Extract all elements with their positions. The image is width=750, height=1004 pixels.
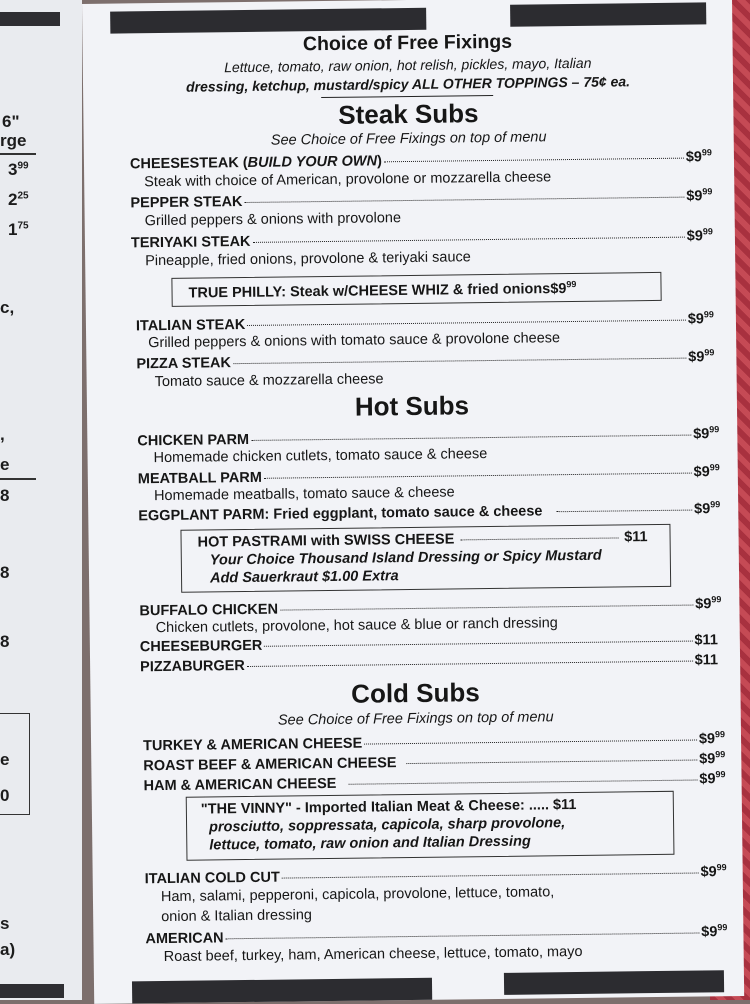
top-bar-right [510,2,706,26]
item-name: AMERICAN [145,930,224,948]
item-price: $\$9^{99}$ [688,347,715,366]
left-text-fragment: e [0,455,10,474]
top-bar-left [110,8,426,34]
dot-leader [247,661,693,667]
item-price: $\$9^{99}$ [698,729,726,748]
left-text-fragment: , [0,425,5,444]
item-price: $\$9^{99}$ [699,749,726,768]
item-name: PEPPER STEAK [130,193,243,212]
menu-item-italian-cold-cut [145,862,727,887]
dot-leader [282,872,699,878]
item-price: $\$9^{99}$ [701,922,728,941]
item-name: CHEESESTEAK (BUILD YOUR OWN) [129,153,382,173]
item-description: Homemade chicken cutlets, tomato sauce & cheese [153,446,488,467]
item-price: $\$9^{99}$ [699,769,726,788]
the-vinny-meats: prosciutto, soppressata, capicola, sharp provolone, [208,815,566,836]
left-menu-page [0,0,82,1000]
item-price: $11 [694,652,719,669]
item-description: Chicken cutlets, provolone, hot sauce & blue or ranch dressing [155,615,558,637]
left-rule [0,478,36,480]
item-description: Homemade meatballs, tomato sauce & cheese [153,484,455,505]
left-price: $2^{25}$ [8,190,29,209]
item-name: ITALIAN COLD CUT [144,869,280,888]
dot-leader [252,236,684,242]
item-name: CHICKEN PARM [137,431,250,450]
item-name: TERIYAKI STEAK [130,233,251,252]
item-name: BUFFALO CHICKEN [139,601,279,620]
menu-item-meatball-parm [138,462,720,487]
item-description: onion & Italian dressing [161,907,313,926]
fixings-title: Choice of Free Fixings [302,30,513,56]
item-price: $\$9^{99}$ [693,462,720,481]
the-vinny-box [186,791,675,861]
item-name: TURKEY & AMERICAN CHEESE [142,735,363,755]
item-name: CHEESEBURGER [139,637,263,656]
item-name: ROAST BEEF & AMERICAN CHEESE [143,755,397,775]
true-philly-line: TRUE PHILLY: Steak w/CHEESE WHIZ & fried $onions\$9^{99}$ [188,278,577,302]
left-price: 8 [0,632,10,651]
dot-leader [247,319,686,325]
dot-leader [244,196,684,202]
left-page-bar-bottom [0,984,64,998]
menu-item-american [145,922,727,947]
item-name: PIZZA STEAK [136,355,232,373]
menu-item-cheeseburger [140,632,718,655]
menu-item-cheesesteak [130,147,712,172]
steak-subs-title: Steak Subs [338,98,479,130]
the-vinny-line: "THE VINNY" - Imported Italian Meat & Cheese: ..... $11 [200,796,577,818]
left-size-label: rge [0,131,27,150]
item-name: PIZZABURGER [140,658,245,676]
item-name: MEATBALL PARM [137,469,262,488]
bottom-bar-right [504,970,724,995]
dot-leader [233,357,686,364]
dot-leader [348,779,697,784]
dot-leader [384,157,684,162]
left-price: $3^{99}$ [8,160,29,179]
left-page-bar-top [0,12,60,26]
dot-leader [251,434,691,440]
hot-subs-title: Hot Subs [354,390,470,422]
dot-leader [264,641,692,647]
menu-item-pepper-steak [130,186,712,211]
menu-item-pizzaburger [140,652,718,675]
the-vinny-toppings: lettuce, tomato, raw onion and Italian Dressing [209,833,531,854]
item-price: $\$9^{99}$ [686,226,713,245]
dot-leader [280,604,693,610]
menu-page [82,0,744,1004]
menu-item-italian-steak [136,309,714,334]
item-name: ITALIAN STEAK [135,316,246,335]
left-text-fragment: e [0,750,10,769]
item-price: $\$9^{99}$ [693,424,720,443]
item-price: $\$9^{99}$ [693,499,721,518]
hot-pastrami-sauerkraut: Add Sauerkraut $1.00 Extra [209,568,399,587]
item-name: EGGPLANT PARM: Fried eggplant, tomato sauce & cheese [138,503,543,525]
fixings-line-1: Lettuce, tomato, raw onion, hot relish, pickles, mayo, Italian [224,54,592,76]
hot-pastrami-line: HOT PASTRAMI with SWISS CHEESE $11 [197,529,648,551]
item-description: Grilled peppers & onions with tomato sauce & provolone cheese [148,330,561,352]
left-price: 8 [0,563,10,582]
item-price: $\$9^{99}$ [687,309,714,328]
left-price: $1^{75}$ [8,220,29,239]
dot-leader [264,472,692,478]
item-description: Tomato sauce & mozzarella cheese [154,371,384,391]
item-description: Roast beef, turkey, ham, American cheese, lettuce, tomato, mayo [163,943,583,966]
left-text-fragment: a) [0,940,16,959]
left-price: 8 [0,486,10,505]
item-price: $\$9^{99}$ [686,186,713,205]
dot-leader [364,739,697,744]
item-price: $\$9^{99}$ [685,147,712,166]
menu-item-buffalo-chicken [139,594,721,619]
left-price: 0 [0,786,10,805]
item-description: Steak with choice of American, provolone or mozzarella cheese [144,169,552,191]
dot-leader [226,932,700,939]
left-text-fragment: c, [0,298,15,317]
item-price: $\$9^{99}$ [695,594,722,613]
cold-subs-title: Cold Subs [351,677,480,709]
item-description: Ham, salami, pepperoni, capicola, provolone, lettuce, tomato, [160,884,555,906]
menu-item-chicken-parm [137,424,719,449]
left-size-label: 6" [2,112,20,131]
hot-pastrami-box [180,524,671,593]
left-rule [0,153,36,155]
cold-subs-note: See Choice of Free Fixings on top of menu [277,709,554,729]
true-philly-box [171,272,661,307]
dot-leader [556,509,692,512]
item-description: Grilled peppers & onions with provolone [144,210,402,230]
left-text-fragment: s [0,914,10,933]
fixings-line-2: dressing, ketchup, mustard/spicy ALL OTHER TOPPINGS – 75¢ ea. [185,73,631,95]
hot-pastrami-dressing: Your Choice Thousand Island Dressing or Spicy Mustard [209,547,602,569]
menu-item-pizza-steak [136,347,714,372]
item-price: $\$9^{99}$ [700,862,727,881]
item-name: HAM & AMERICAN CHEESE [143,775,337,795]
item-price: $11 [694,632,718,649]
item-description: Pineapple, fried onions, provolone & teriyaki sauce [145,249,471,270]
menu-item-teriyaki-steak [131,226,713,251]
steak-subs-note: See Choice of Free Fixings on top of menu [270,129,547,149]
dot-leader [407,759,698,764]
